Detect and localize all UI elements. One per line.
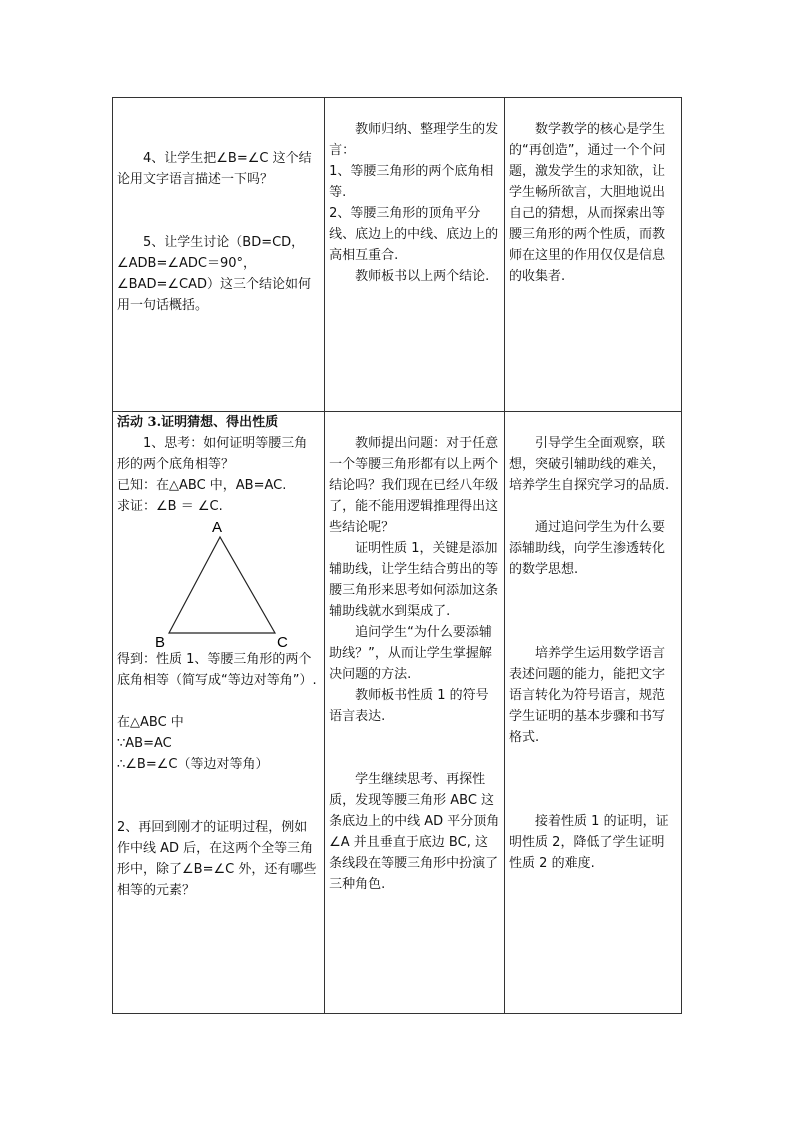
design-intent-text: 通过追问学生为什么要添辅助线，向学生渗透转化的数学思想.: [509, 520, 666, 577]
question-5: 5、让学生讨论（BD=CD，∠ADB=∠ADC＝90°，∠BAD=∠CAD）这三个结论如何用一句话概括。: [117, 235, 312, 313]
activity-cell: [113, 98, 325, 412]
teacher-text: 学生继续思考、再探性质，发现等腰三角形 ABC 这条底边上的中线 AD 平分顶角∠A 并且垂直于底边 BC, 这条线段在等腰三角形中扮演了三种角色.: [329, 772, 500, 892]
property-2-text: 2、等腰三角形的顶角平分线、底边上的中线、底边上的高相互重合.: [329, 206, 499, 263]
activity-heading: 活动 3.证明猜想、得出性质: [117, 415, 279, 430]
prove-text: 求证：∠B ＝ ∠C.: [117, 499, 223, 514]
lesson-plan-table: [112, 97, 682, 1014]
teacher-text: 证明性质 1，关键是添加辅助线，让学生结合剪出的等腰三角形来思考如何添加这条辅助线就水到渠成了.: [329, 541, 499, 619]
isosceles-triangle-figure: [151, 519, 291, 649]
activity-cell: [113, 412, 325, 1014]
teacher-text: 教师归纳、整理学生的发言：: [329, 122, 499, 158]
teacher-cell: [325, 98, 505, 412]
teacher-text: 追问学生“为什么要添辅助线？”，从而让学生掌握解决问题的方法.: [329, 625, 492, 682]
question-2: 2、再回到刚才的证明过程，例如作中线 AD 后，在这两个全等三角形中，除了∠B=∠C 外，还有哪些相等的元素？: [117, 820, 317, 898]
teacher-text: 教师板书性质 1 的符号语言表达.: [329, 688, 489, 724]
proof-line: ∵AB=AC: [117, 736, 172, 751]
design-intent-text: 引导学生全面观察，联想，突破引辅助线的难关，培养学生自探究学习的品质.: [509, 436, 670, 493]
design-intent-cell: [505, 412, 682, 1014]
design-intent-text: 培养学生运用数学语言表述问题的能力，能把文字语言转化为符号语言，规范学生证明的基本步骤和书写格式.: [509, 646, 666, 745]
vertex-label-c: C: [277, 634, 288, 649]
given-text: 已知：在△ABC 中，AB=AC.: [117, 478, 287, 493]
design-intent-text: 数学教学的核心是学生的“再创造”，通过一个个问题，激发学生的求知欲，让学生畅所欲言，大胆地说出自己的猜想，从而探索出等腰三角形的两个性质，而教师在这里的作用仅仅是信息的收集者.: [509, 122, 666, 284]
design-intent-cell: [505, 98, 682, 412]
vertex-label-a: A: [212, 519, 223, 536]
table-row: [113, 98, 682, 412]
question-1: 1、思考：如何证明等腰三角形的两个底角相等？: [117, 436, 308, 472]
property-1-text: 1、等腰三角形的两个底角相等.: [329, 164, 494, 200]
proof-line: 在△ABC 中: [117, 715, 184, 730]
property-1-conclusion: 得到：性质 1、等腰三角形的两个底角相等（简写成“等边对等角”）.: [117, 652, 317, 688]
teacher-text: 教师提出问题：对于任意一个等腰三角形都有以上两个结论吗？我们现在已经八年级了，能不能用逻辑推理得出这些结论呢？: [329, 436, 499, 535]
table-row: [113, 412, 682, 1014]
design-intent-text: 接着性质 1 的证明，证明性质 2，降低了学生证明性质 2 的难度.: [509, 814, 669, 871]
vertex-label-b: B: [155, 634, 166, 649]
teacher-cell: [325, 412, 505, 1014]
proof-line: ∴∠B=∠C（等边对等角）: [117, 757, 269, 772]
teacher-text: 教师板书以上两个结论.: [355, 269, 490, 284]
question-4: 4、让学生把∠B=∠C 这个结论用文字语言描述一下吗？: [117, 151, 312, 187]
